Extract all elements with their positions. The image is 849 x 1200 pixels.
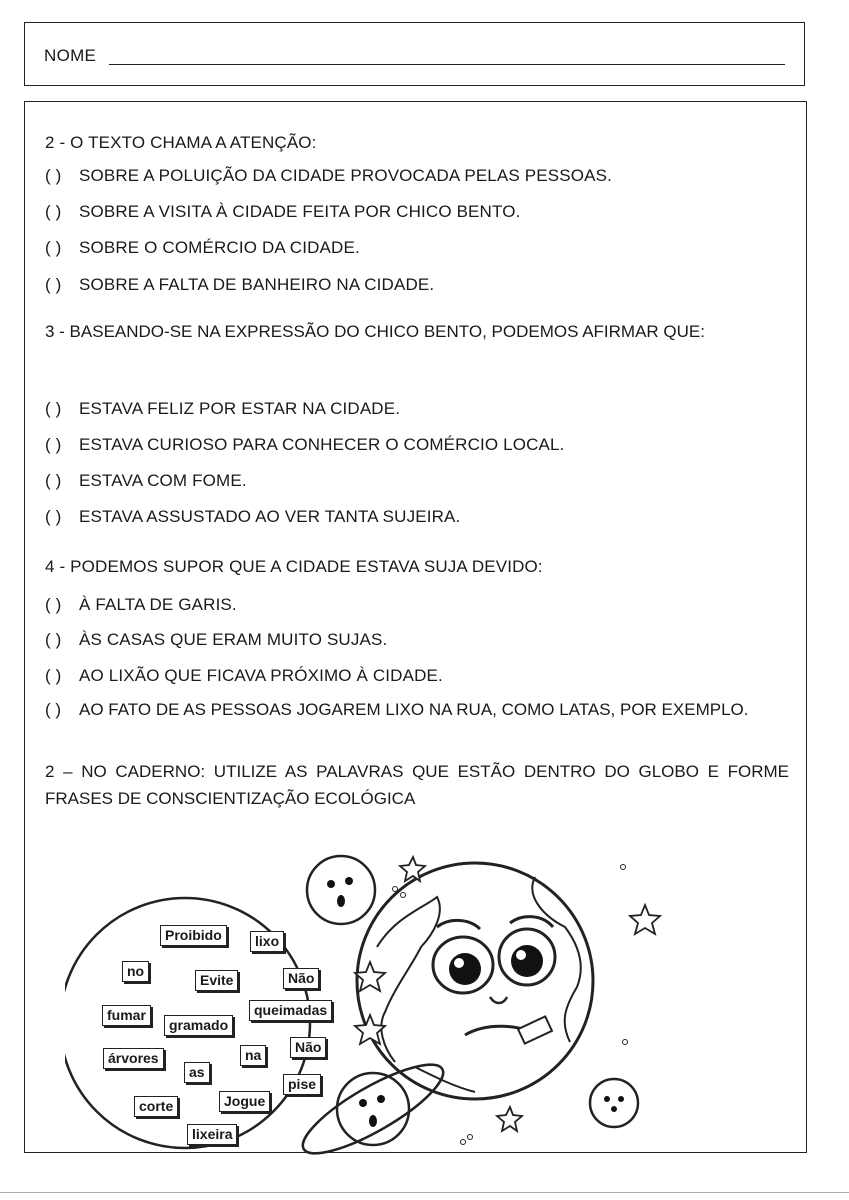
answer-paren[interactable]: ( ) xyxy=(45,238,62,257)
globe-word: no xyxy=(122,961,149,982)
question-3-option-4[interactable] xyxy=(45,507,460,527)
question-2-option-4[interactable] xyxy=(45,275,434,295)
name-label: NOME xyxy=(44,46,97,65)
option-text: ESTAVA COM FOME. xyxy=(79,471,247,490)
globe-word: queimadas xyxy=(249,1000,332,1021)
globe-word: fumar xyxy=(102,1005,151,1026)
notebook-task: 2 – NO CADERNO: UTILIZE AS PALAVRAS QUE ESTÃO DENTRO DO GLOBO E FORME FRASES DE CONSCIENTIZAÇÃO ECOLÓGICA xyxy=(45,762,789,808)
option-text: SOBRE A FALTA DE BANHEIRO NA CIDADE. xyxy=(79,275,435,294)
question-2-option-3[interactable] xyxy=(45,238,360,258)
option-text: SOBRE A VISITA À CIDADE FEITA POR CHICO BENTO. xyxy=(79,202,521,221)
question-2-title: 2 - O TEXTO CHAMA A ATENÇÃO: xyxy=(45,133,317,152)
globe-word: corte xyxy=(134,1096,178,1117)
question-4-option-2[interactable] xyxy=(45,630,387,650)
question-4-option-1[interactable] xyxy=(45,595,237,615)
answer-paren[interactable]: ( ) xyxy=(45,166,62,185)
option-text: AO LIXÃO QUE FICAVA PRÓXIMO À CIDADE. xyxy=(79,666,443,685)
answer-paren[interactable]: ( ) xyxy=(45,435,62,454)
globe-word: Evite xyxy=(195,970,238,991)
option-text: À FALTA DE GARIS. xyxy=(79,595,237,614)
name-box xyxy=(24,22,805,86)
globe-illustration xyxy=(65,837,665,1157)
worksheet-box xyxy=(24,101,807,1153)
option-text: SOBRE A POLUIÇÃO DA CIDADE PROVOCADA PELAS PESSOAS. xyxy=(79,166,612,185)
answer-paren[interactable]: ( ) xyxy=(45,507,62,526)
answer-paren[interactable]: ( ) xyxy=(45,630,62,649)
globe-word: pise xyxy=(283,1074,321,1095)
answer-paren[interactable]: ( ) xyxy=(45,399,62,418)
globe-word: Proibido xyxy=(160,925,227,946)
page-edge xyxy=(0,1192,849,1193)
globe-word: gramado xyxy=(164,1015,233,1036)
answer-paren[interactable]: ( ) xyxy=(45,595,62,614)
question-3-option-3[interactable] xyxy=(45,471,247,491)
name-line[interactable] xyxy=(109,64,785,65)
answer-paren[interactable]: ( ) xyxy=(45,700,62,719)
globe-word: Não xyxy=(290,1037,326,1058)
question-3-option-1[interactable] xyxy=(45,399,400,419)
globe-word: lixo xyxy=(250,931,284,952)
question-4-title: 4 - PODEMOS SUPOR QUE A CIDADE ESTAVA SUJA DEVIDO: xyxy=(45,557,543,576)
answer-paren[interactable]: ( ) xyxy=(45,471,62,490)
question-2-option-2[interactable] xyxy=(45,202,520,222)
question-4-option-4[interactable] xyxy=(45,696,789,723)
option-text: ESTAVA CURIOSO PARA CONHECER O COMÉRCIO LOCAL. xyxy=(79,435,565,454)
globe-word: lixeira xyxy=(187,1124,237,1145)
question-4-option-3[interactable] xyxy=(45,666,443,686)
option-text: ÀS CASAS QUE ERAM MUITO SUJAS. xyxy=(79,630,388,649)
answer-paren[interactable]: ( ) xyxy=(45,666,62,685)
globe-word: Jogue xyxy=(219,1091,270,1112)
globe-word: na xyxy=(240,1045,266,1066)
globe-word: as xyxy=(184,1062,210,1083)
question-2-option-1[interactable] xyxy=(45,166,612,186)
option-text: ESTAVA ASSUSTADO AO VER TANTA SUJEIRA. xyxy=(79,507,461,526)
option-text: ESTAVA FELIZ POR ESTAR NA CIDADE. xyxy=(79,399,401,418)
option-text: SOBRE O COMÉRCIO DA CIDADE. xyxy=(79,238,360,257)
question-3-option-2[interactable] xyxy=(45,435,565,455)
option-text: AO FATO DE AS PESSOAS JOGAREM LIXO NA RUA, COMO LATAS, POR EXEMPLO. xyxy=(79,700,749,719)
globe-word: Não xyxy=(283,968,319,989)
globe-word: árvores xyxy=(103,1048,164,1069)
answer-paren[interactable]: ( ) xyxy=(45,202,62,221)
answer-paren[interactable]: ( ) xyxy=(45,275,62,294)
question-3-title: 3 - BASEANDO-SE NA EXPRESSÃO DO CHICO BENTO, PODEMOS AFIRMAR QUE: xyxy=(45,322,705,341)
